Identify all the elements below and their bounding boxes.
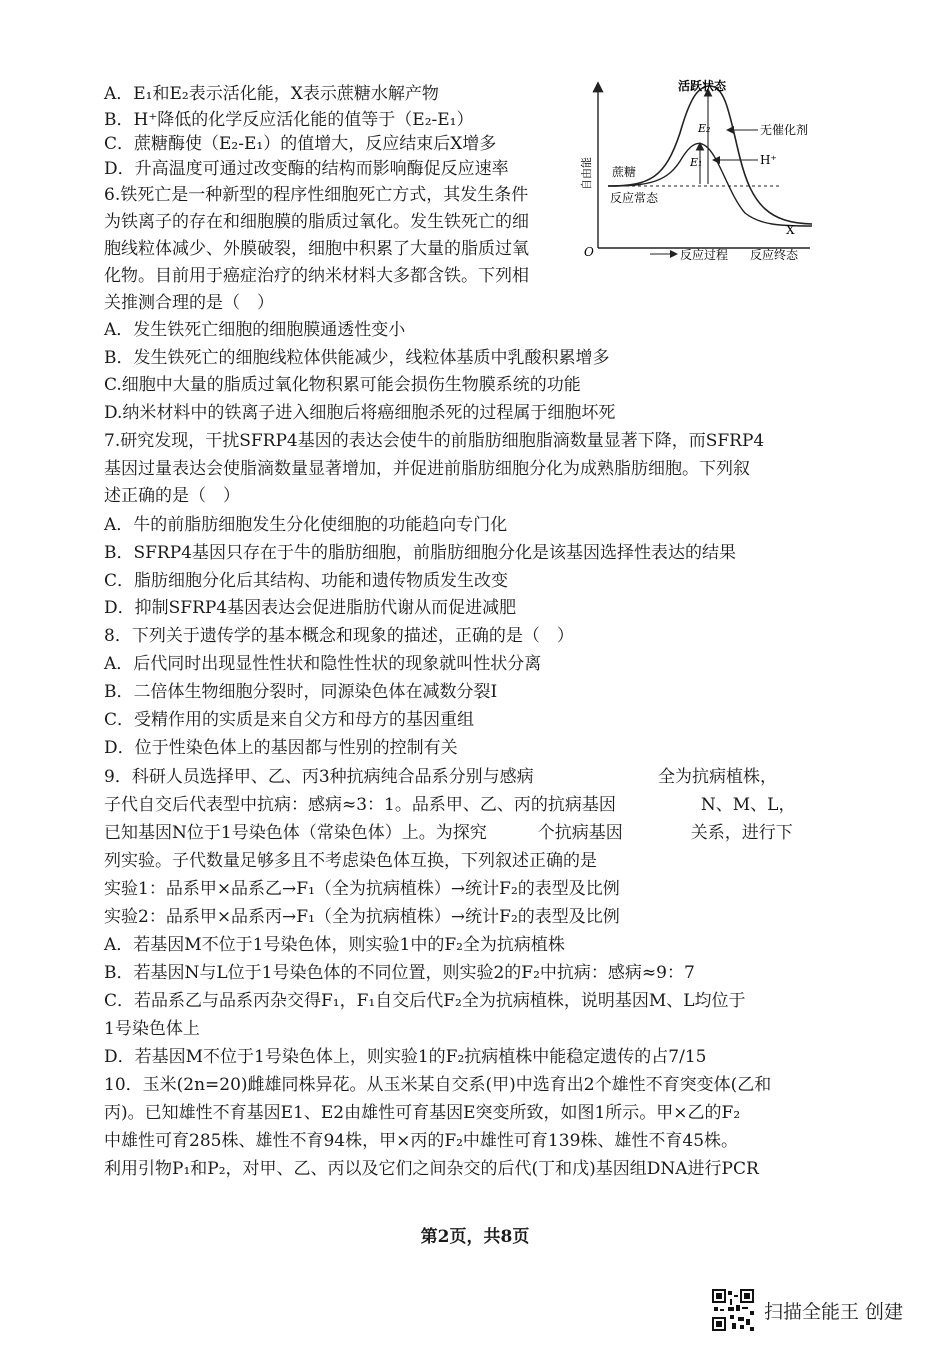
q9-option-a: A．若基因M不位于1号染色体，则实验1中的F₂全为抗病植株: [104, 935, 565, 955]
q9-option-c-line1: C．若品系乙与品系丙杂交得F₁，F₁自交后代F₂全为抗病植株，说明基因M、L均位于: [104, 991, 746, 1011]
q9-option-c-line2: 1号染色体上: [104, 1019, 200, 1039]
normal-state-label: 反应常态: [610, 191, 659, 205]
q10-stem-line2: 丙)。已知雄性不育基因E1、E2由雄性可育基因E突变所致，如图1所示。甲×乙的F₂: [104, 1103, 741, 1123]
q8-stem: 8．下列关于遗传学的基本概念和现象的描述，正确的是（ ）: [104, 626, 574, 646]
q8-option-c: C．受精作用的实质是来自父方和母方的基因重组: [104, 710, 475, 730]
q9-stem-line1: 9．科研人员选择甲、乙、丙3种抗病纯合品系分别与感病 全为抗病植株，: [104, 767, 778, 787]
q7-option-b: B．SFRP4基因只存在于牛的脂肪细胞，前脂肪细胞分化是该基因选择性表达的结果: [104, 543, 736, 563]
origin-label: O: [584, 245, 594, 259]
q9-stem-line4: 列实验。子代数量足够多且不考虑染色体互换，下列叙述正确的是: [104, 851, 597, 871]
q8-option-d: D．位于性染色体上的基因都与性别的控制有关: [104, 738, 458, 758]
qr-code-icon: [712, 1289, 754, 1331]
q7-stem-line2: 基因过量表达会使脂滴数量显著增加，并促进前脂肪细胞分化为成熟脂肪细胞。下列叙: [104, 459, 750, 479]
q9-experiment-1: 实验1：品系甲×品系乙→F₁（全为抗病植株）→统计F₂的表型及比例: [104, 879, 620, 899]
page-number: 第2页，共8页: [420, 1227, 530, 1247]
q9-option-d: D．若基因M不位于1号染色体上，则实验1的F₂抗病植株中能稳定遗传的占7/15: [104, 1047, 707, 1067]
scanner-watermark: [712, 1290, 903, 1330]
q6-option-c: C.细胞中大量的脂质过氧化物积累可能会损伤生物膜系统的功能: [104, 375, 581, 395]
q7-stem-line3: 述正确的是（ ）: [104, 486, 240, 506]
product-label: X: [786, 223, 795, 237]
e1-label: E₁: [690, 156, 703, 169]
q5-option-d: D．升高温度可通过改变酶的结构而影响酶促反应速率: [104, 159, 509, 179]
q6-option-b: B．发生铁死亡的细胞线粒体供能减少，线粒体基质中乳酸积累增多: [104, 348, 610, 368]
q6-stem-line4: 化物。目前用于癌症治疗的纳米材料大多都含铁。下列相: [104, 266, 529, 286]
q10-stem-line4: 利用引物P₁和P₂，对甲、乙、丙以及它们之间杂交的后代(丁和戊)基因组DNA进行PCR: [104, 1159, 759, 1179]
no-catalyst-label: 无催化剂: [760, 123, 809, 137]
q6-stem-line3: 胞线粒体减少、外膜破裂，细胞中积累了大量的脂质过氧: [104, 239, 529, 259]
q7-option-a: A．牛的前脂肪细胞发生分化使细胞的功能趋向专门化: [104, 515, 508, 535]
active-state-label: 活跃状态: [678, 79, 727, 93]
q8-option-a: A．后代同时出现显性性状和隐性性状的现象就叫性状分离: [104, 654, 542, 674]
q9-stem-line3: 已知基因N位于1号染色体（常染色体）上。为探究 个抗病基因 关系，进行下: [104, 823, 793, 843]
hplus-catalyzed-curve: [608, 143, 812, 226]
q6-option-d: D.纳米材料中的铁离子进入细胞后将癌细胞杀死的过程属于细胞坏死: [104, 403, 616, 423]
q5-option-c: C．蔗糖酶使（E₂-E₁）的值增大，反应结束后X增多: [104, 134, 497, 154]
y-axis-label: 自由能: [580, 157, 593, 190]
q5-option-a: A．E₁和E₂表示活化能，X表示蔗糖水解产物: [104, 84, 439, 104]
end-state-label: 反应终态: [750, 248, 799, 262]
q6-stem-line5: 关推测合理的是（ ）: [104, 293, 274, 313]
q7-option-c: C．脂肪细胞分化后其结构、功能和遗传物质发生改变: [104, 571, 509, 591]
q7-option-d: D．抑制SFRP4基因表达会促进脂肪代谢从而促进减肥: [104, 598, 517, 618]
process-label: 反应过程: [680, 248, 729, 262]
q9-stem-line2: 子代自交后代表型中抗病：感病≈3：1。品系甲、乙、丙的抗病基因 N、M、L，: [104, 795, 796, 815]
q6-stem-line1: 6.铁死亡是一种新型的程序性细胞死亡方式，其发生条件: [104, 185, 529, 205]
q10-stem-line3: 中雄性可育285株、雄性不育94株，甲×丙的F₂中雄性可育139株、雄性不育45株。: [104, 1131, 739, 1151]
q7-stem-line1: 7.研究发现，干扰SFRP4基因的表达会使牛的前脂肪细胞脂滴数量显著下降，而SFRP4: [104, 431, 765, 451]
q6-option-a: A．发生铁死亡细胞的细胞膜通透性变小: [104, 320, 406, 340]
free-energy-diagram: [580, 78, 820, 268]
q6-stem-line2: 为铁离子的存在和细胞膜的脂质过氧化。发生铁死亡的细: [104, 212, 529, 232]
sucrose-label: 蔗糖: [612, 165, 637, 179]
q8-option-b: B．二倍体生物细胞分裂时，同源染色体在减数分裂I: [104, 682, 498, 702]
scanner-brand-label: 扫描全能王 创建: [764, 1300, 904, 1323]
q10-stem-line1: 10．玉米(2n=20)雌雄同株异花。从玉米某自交系(甲)中选育出2个雄性不育突变体(乙和: [104, 1075, 772, 1095]
q9-experiment-2: 实验2：品系甲×品系丙→F₁（全为抗病植株）→统计F₂的表型及比例: [104, 907, 620, 927]
hplus-label: H⁺: [760, 153, 777, 167]
q5-option-b: B．H⁺降低的化学反应活化能的值等于（E₂-E₁）: [104, 110, 474, 130]
e2-label: E₂: [698, 122, 711, 135]
q9-option-b: B．若基因N与L位于1号染色体的不同位置，则实验2的F₂中抗病：感病≈9：7: [104, 963, 695, 983]
